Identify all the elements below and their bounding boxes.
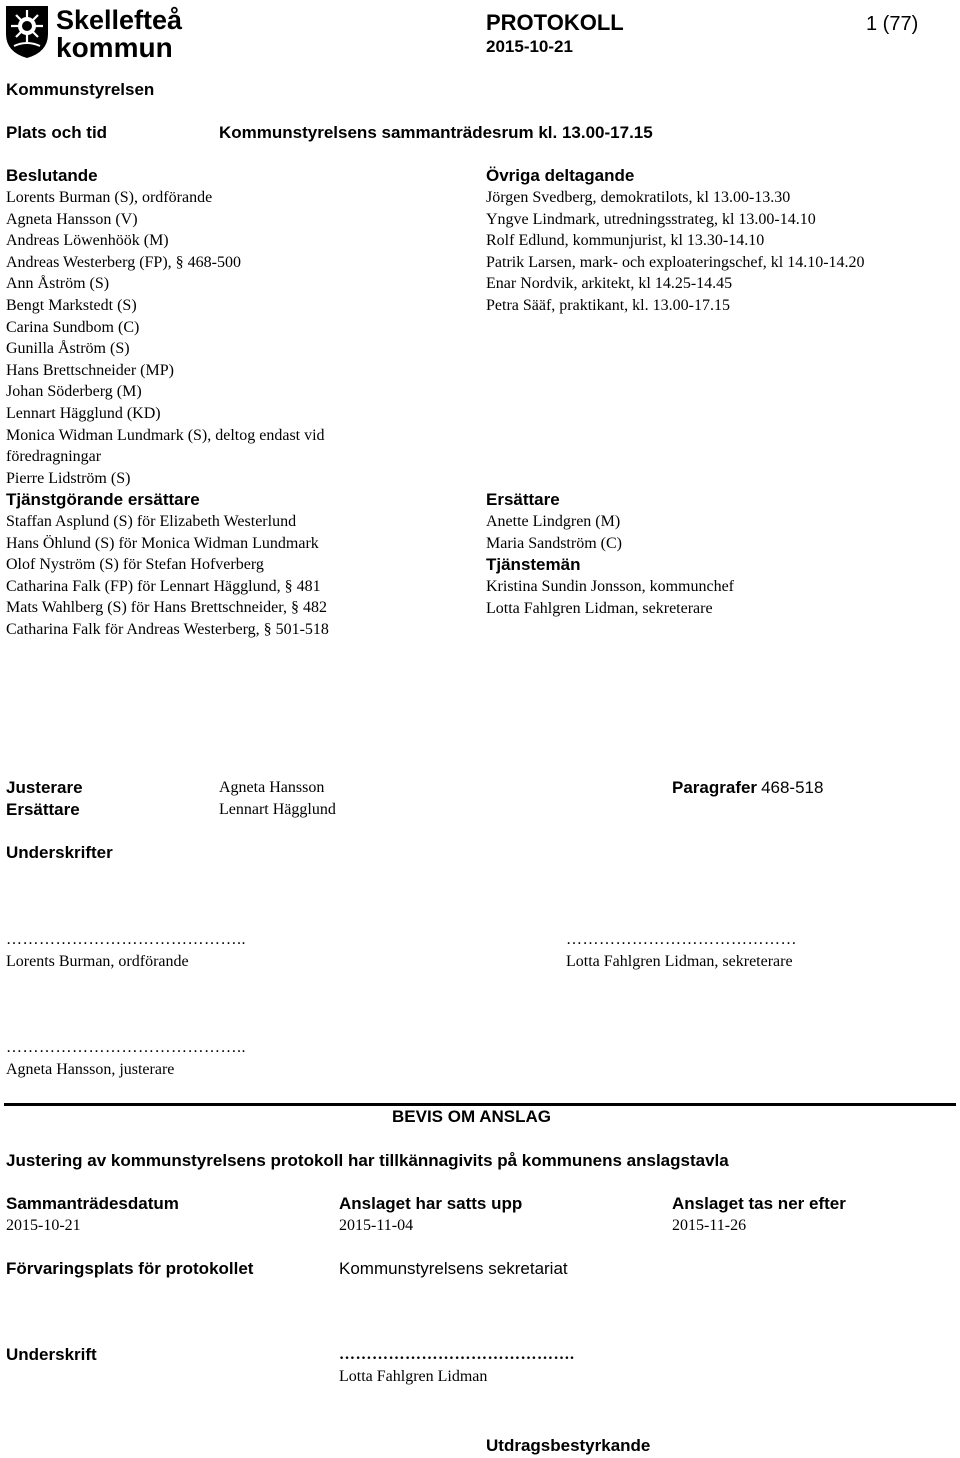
signature-name-secretary: Lotta Fahlgren Lidman, sekreterare (566, 953, 793, 970)
paragrafer-label: Paragrafer (672, 778, 758, 797)
ovriga-list (486, 187, 865, 317)
sign-label: Underskrift (6, 1345, 97, 1364)
list-item: Bengt Markstedt (S) (6, 296, 137, 314)
list-item: Andreas Westerberg (FP), § 468-500 (6, 253, 241, 271)
list-item: Catharina Falk (FP) för Lennart Hägglund, § 481 (6, 577, 321, 595)
storage-label: Förvaringsplats för protokollet (6, 1259, 254, 1278)
list-item: Petra Sääf, praktikant, kl. 13.00-17.15 (486, 296, 730, 314)
list-item: Monica Widman Lundmark (S), deltog endast vid (6, 426, 325, 444)
certified-extract-label: Utdragsbestyrkande (486, 1436, 651, 1455)
signatures-heading: Underskrifter (6, 843, 113, 862)
signature-line-secretary: …………………………………… (566, 931, 797, 948)
list-item: Kristina Sundin Jonsson, kommunchef (486, 578, 734, 595)
list-item: föredragningar (6, 448, 102, 466)
list-item: Lennart Hägglund (KD) (6, 404, 161, 422)
sign-name: Lotta Fahlgren Lidman (339, 1368, 488, 1385)
list-item: Enar Nordvik, arkitekt, kl 14.25-14.45 (486, 275, 733, 293)
list-item: Pierre Lidström (S) (6, 469, 131, 487)
justering-ersattare-value: Lennart Hägglund (219, 801, 336, 818)
signature-name-adjuster: Agneta Hansson, justerare (6, 1061, 175, 1078)
list-item: Maria Sandström (C) (486, 534, 622, 552)
logo-text-line1: Skellefteå (56, 5, 183, 35)
organization: Kommunstyrelsen (6, 80, 155, 99)
signature-name-chair: Lorents Burman, ordförande (6, 953, 189, 970)
justerare-label: Justerare (6, 778, 83, 797)
removed-label: Anslaget tas ner efter (672, 1194, 846, 1213)
document-type: PROTOKOLL (486, 10, 624, 35)
ersattare-list (486, 511, 622, 554)
skelleftea-kommun-logo (4, 4, 200, 60)
list-item: Gunilla Åström (S) (6, 340, 130, 358)
meeting-date-label: Sammanträdesdatum (6, 1194, 179, 1213)
ersattare-heading: Ersättare (486, 490, 560, 509)
list-item: Andreas Löwenhöök (M) (6, 232, 169, 250)
list-item: Ann Åström (S) (6, 275, 110, 293)
section-divider (4, 1103, 956, 1106)
ovriga-heading: Övriga deltagande (486, 166, 635, 185)
list-item: Hans Öhlund (S) för Monica Widman Lundmark (6, 534, 319, 552)
paragrafer (672, 778, 823, 799)
tjanstemen-heading: Tjänstemän (486, 555, 581, 574)
list-item: Rolf Edlund, kommunjurist, kl 13.30-14.10 (486, 232, 765, 250)
document-date: 2015-10-21 (486, 37, 573, 56)
beslutande-heading: Beslutande (6, 166, 98, 185)
meeting-date-value: 2015-10-21 (6, 1217, 81, 1234)
list-item: Jörgen Svedberg, demokratilots, kl 13.00-13.30 (486, 189, 791, 206)
sign-line: ……………………………………. (339, 1346, 575, 1363)
list-item: Hans Brettschneider (MP) (6, 361, 174, 379)
list-item: Carina Sundbom (C) (6, 318, 140, 336)
list-item: Olof Nyström (S) för Stefan Hofverberg (6, 556, 264, 574)
justerare-value: Agneta Hansson (219, 779, 325, 796)
logo-text-line2: kommun (56, 32, 173, 60)
list-item: Johan Söderberg (M) (6, 383, 142, 401)
signature-line-adjuster: …………………………………….. (6, 1039, 246, 1056)
list-item: Patrik Larsen, mark- och exploateringschef, kl 14.10-14.20 (486, 253, 865, 271)
paragrafer-value: 468-518 (761, 778, 824, 797)
list-item: Agneta Hansson (V) (6, 210, 138, 228)
removed-value: 2015-11-26 (672, 1217, 747, 1234)
tjanstgorande-heading: Tjänstgörande ersättare (6, 490, 200, 509)
list-item: Lotta Fahlgren Lidman, sekreterare (486, 599, 713, 617)
tjanstgorande-list (6, 511, 329, 641)
bevis-heading: BEVIS OM ANSLAG (392, 1107, 551, 1126)
list-item: Staffan Asplund (S) för Elizabeth Westerlund (6, 513, 297, 530)
list-item: Yngve Lindmark, utredningsstrateg, kl 13.00-14.10 (486, 210, 816, 228)
list-item: Catharina Falk för Andreas Westerberg, § 501-518 (6, 620, 329, 638)
place-label: Plats och tid (6, 123, 108, 142)
list-item: Anette Lindgren (M) (486, 513, 621, 530)
storage-value: Kommunstyrelsens sekretariat (339, 1259, 568, 1278)
justering-ersattare-label: Ersättare (6, 800, 80, 819)
list-item: Mats Wahlberg (S) för Hans Brettschneider, § 482 (6, 599, 327, 617)
beslutande-list (6, 187, 325, 489)
posted-label: Anslaget har satts upp (339, 1194, 523, 1213)
skelleftea-coat-of-arms-icon (6, 6, 48, 58)
signature-line-chair: …………………………………….. (6, 931, 246, 948)
list-item: Lorents Burman (S), ordförande (6, 189, 213, 206)
bevis-statement: Justering av kommunstyrelsens protokoll har tillkännagivits på kommunens anslagstavla (6, 1151, 729, 1170)
place-value: Kommunstyrelsens sammanträdesrum kl. 13.00-17.15 (219, 123, 653, 142)
page-number: 1 (77) (866, 13, 919, 35)
tjanstemen-list (486, 576, 734, 619)
posted-value: 2015-11-04 (339, 1217, 414, 1234)
